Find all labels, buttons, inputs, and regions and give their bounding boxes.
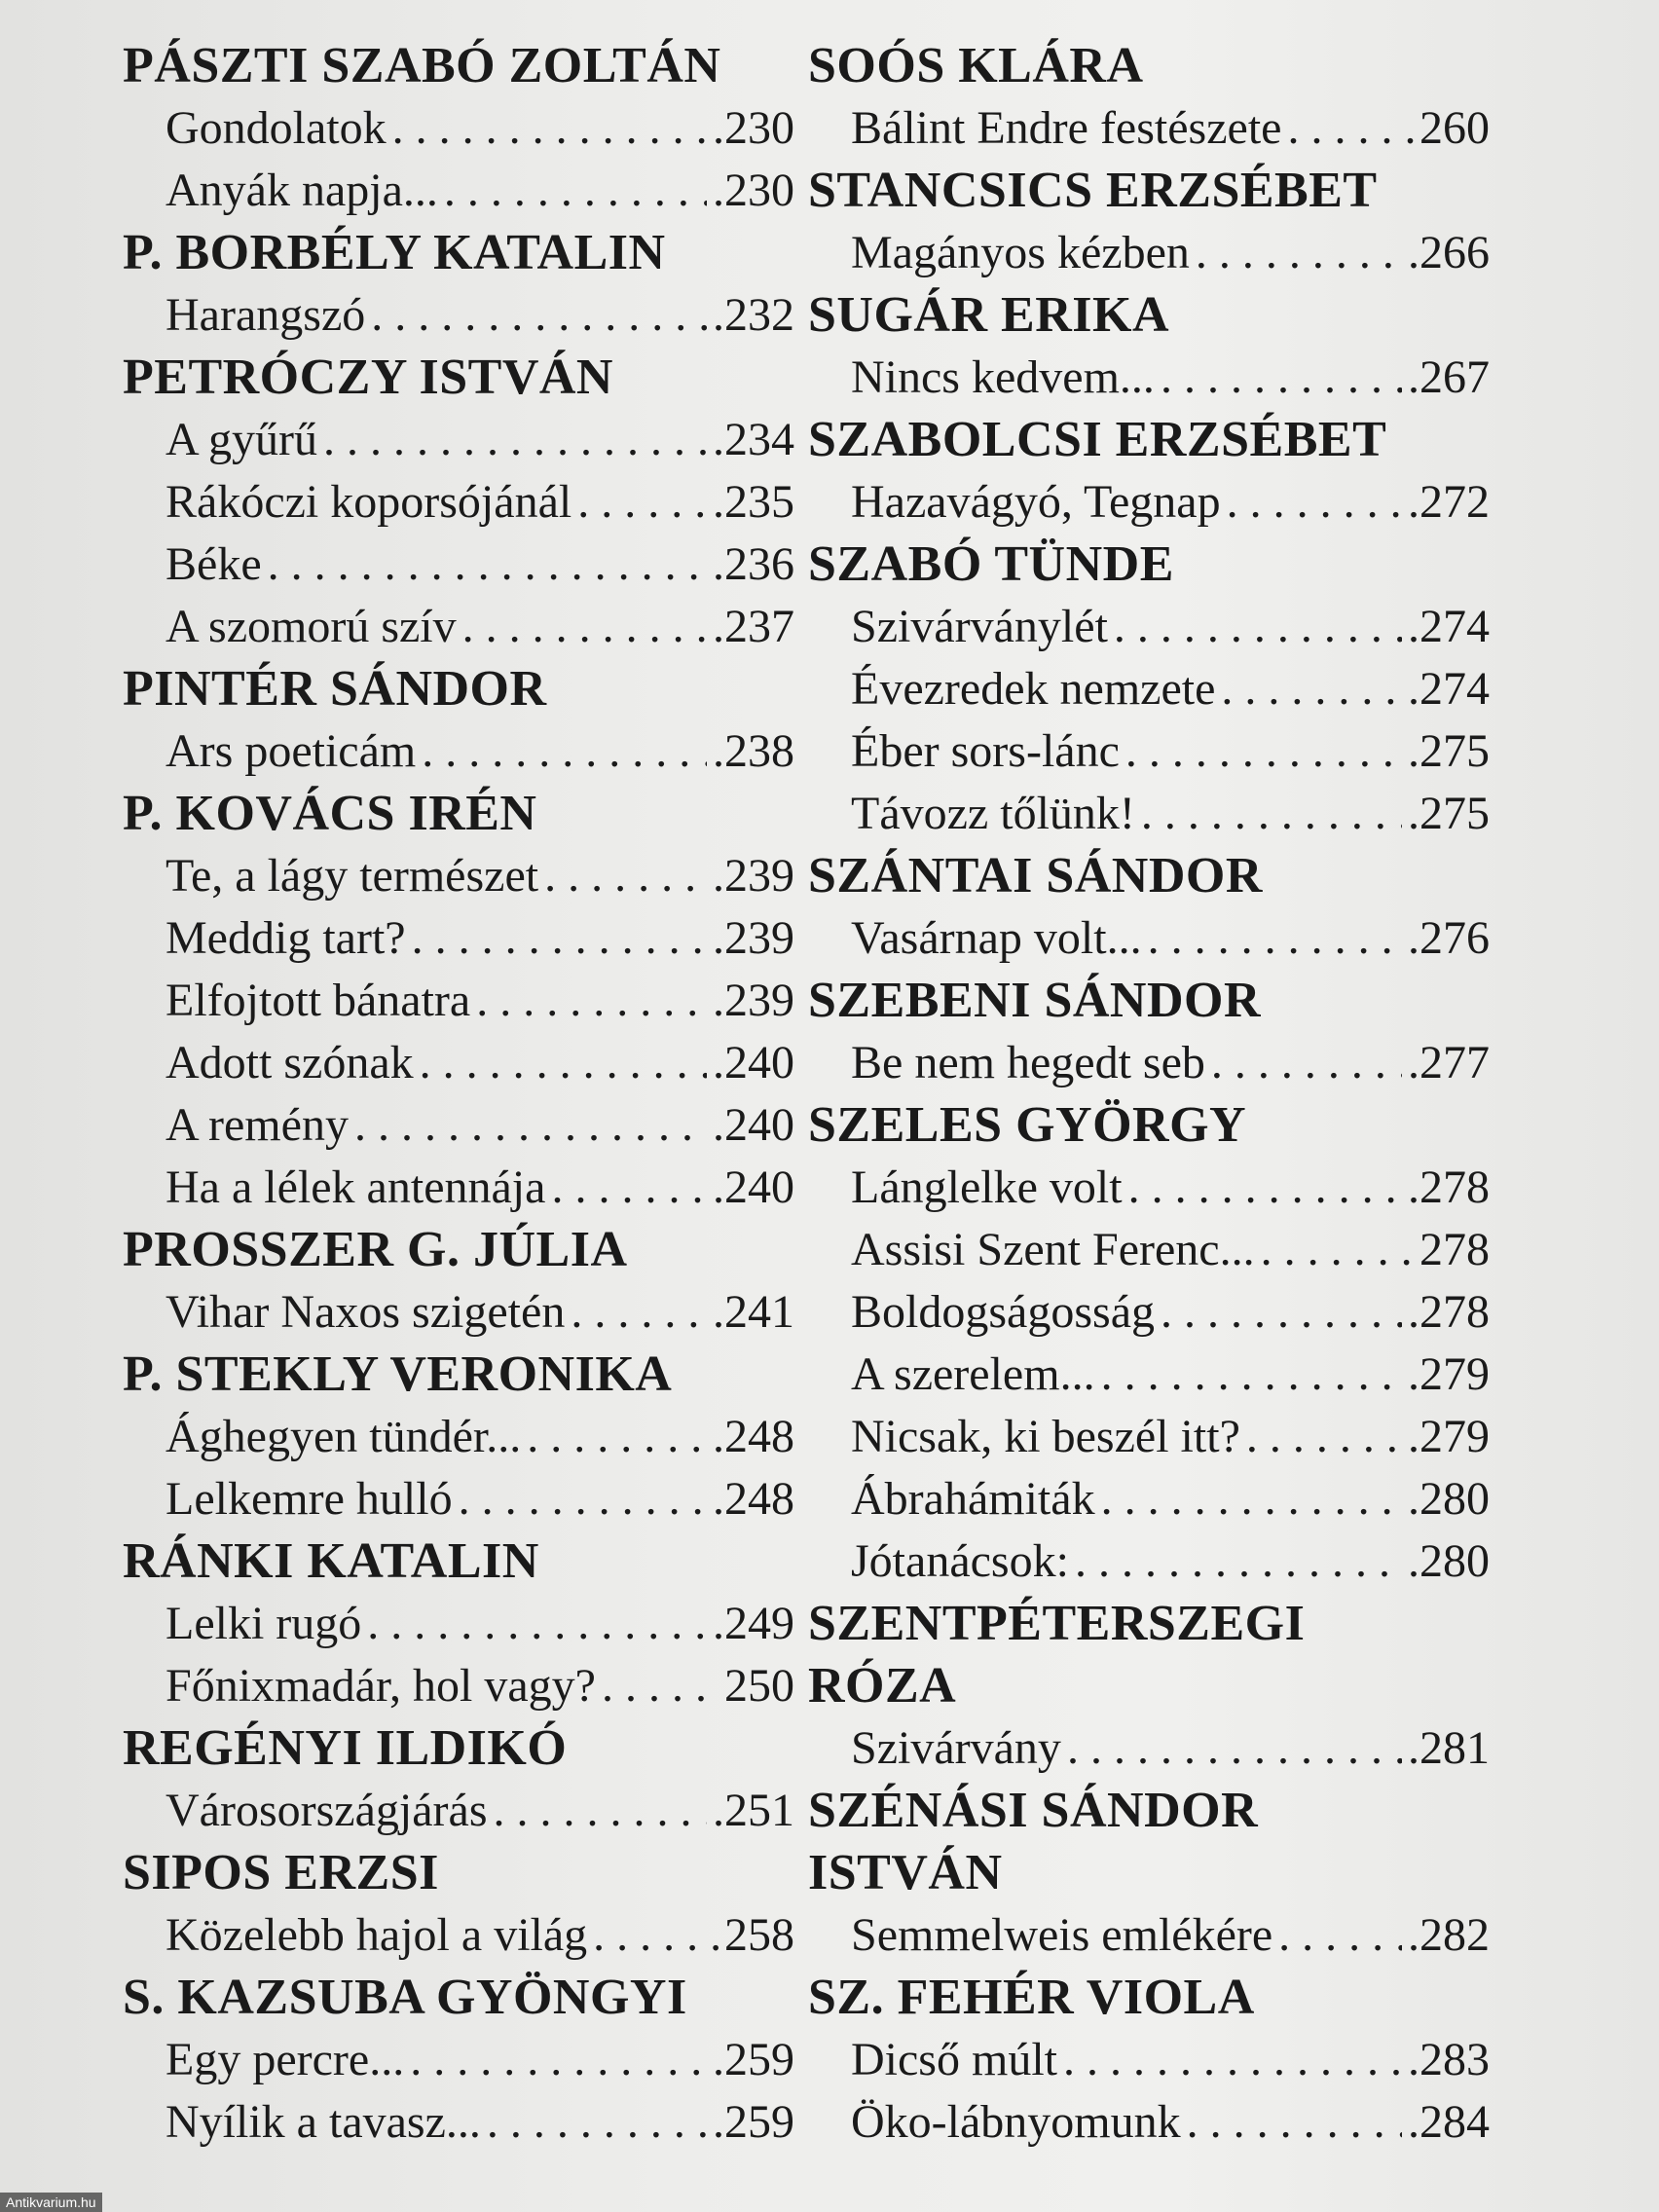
entry-title: Lánglelke volt xyxy=(851,1161,1123,1213)
entry-title: Szivárványlét xyxy=(851,601,1108,652)
entry-page-number: .279 xyxy=(1408,1411,1490,1462)
author-heading: PÁSZTI SZABÓ ZOLTÁN xyxy=(123,38,721,93)
toc-entry xyxy=(123,286,794,349)
entry-page-number: 250 xyxy=(724,1660,794,1712)
entry-title: Rákóczi koporsójánál xyxy=(166,476,572,528)
author-heading: SOÓS KLÁRA xyxy=(808,38,1144,93)
entry-page-number: .266 xyxy=(1408,227,1490,278)
toc-entry xyxy=(123,972,794,1034)
dot-leader xyxy=(527,1408,707,1466)
dot-leader xyxy=(1211,1034,1402,1092)
dot-leader xyxy=(462,598,707,656)
dot-leader xyxy=(422,722,707,781)
entry-title: Magányos kézben xyxy=(851,227,1190,278)
entry-page-number: .267 xyxy=(1408,351,1490,403)
toc-entry xyxy=(808,660,1490,722)
dot-leader xyxy=(1278,1906,1402,1965)
dot-leader xyxy=(1227,473,1402,532)
entry-title: Bálint Endre festészete xyxy=(851,102,1282,154)
entry-title: Te, a lágy természet xyxy=(166,850,539,902)
entry-page-number: .230 xyxy=(713,165,794,216)
author-heading: PROSSZER G. JÚLIA xyxy=(123,1222,628,1277)
entry-title: Ha a lélek antennája xyxy=(166,1161,546,1213)
author-heading: SZENTPÉTERSZEGI xyxy=(808,1596,1306,1651)
entry-page-number: .236 xyxy=(713,538,794,590)
toc-entry xyxy=(123,722,794,785)
toc-entry xyxy=(123,1408,794,1470)
dot-leader xyxy=(1101,1470,1402,1529)
entry-title: Lelkemre hulló xyxy=(166,1473,453,1525)
toc-entry xyxy=(808,1408,1490,1470)
entry-page-number: .277 xyxy=(1408,1037,1490,1088)
entry-page-number: 258 xyxy=(724,1909,794,1961)
author-heading: SZABOLCSI ERZSÉBET xyxy=(808,412,1387,467)
toc-entry xyxy=(808,1283,1490,1346)
toc-entry xyxy=(123,535,794,598)
author-heading: S. KAZSUBA GYÖNGYI xyxy=(123,1970,687,2025)
toc-entry xyxy=(123,847,794,909)
toc-right-column xyxy=(808,37,1490,2156)
dot-leader xyxy=(459,1470,707,1529)
entry-title: Távozz tőlünk! xyxy=(851,788,1135,839)
entry-title: Elfojtott bánatra xyxy=(166,975,471,1026)
dot-leader xyxy=(392,99,707,158)
dot-leader xyxy=(1261,1221,1414,1279)
toc-entry xyxy=(808,1719,1490,1782)
dot-leader xyxy=(371,286,707,345)
entry-title: A gyűrű xyxy=(166,414,317,465)
entry-title: Béke xyxy=(166,538,262,590)
toc-entry xyxy=(123,1283,794,1346)
author-heading-continued: ISTVÁN xyxy=(808,1845,1003,1900)
author-heading: PINTÉR SÁNDOR xyxy=(123,661,547,717)
dot-leader xyxy=(1246,1408,1402,1466)
toc-entry xyxy=(808,1034,1490,1096)
toc-entry xyxy=(808,785,1490,847)
entry-page-number: .276 xyxy=(1408,912,1490,964)
entry-page-number: .284 xyxy=(1408,2096,1490,2148)
entry-title: Anyák napja... xyxy=(166,165,438,216)
entry-page-number: 260 xyxy=(1419,102,1490,154)
entry-page-number: .274 xyxy=(1408,663,1490,715)
entry-title: Jótanácsok: xyxy=(851,1535,1069,1587)
entry-page-number: .272 xyxy=(1408,476,1490,528)
entry-page-number: .234 xyxy=(713,414,794,465)
toc-entry xyxy=(123,411,794,473)
entry-title: Egy percre... xyxy=(166,2034,405,2085)
author-heading: REGÉNYI ILDIKÓ xyxy=(123,1720,568,1776)
entry-title: Nincs kedvem... xyxy=(851,351,1155,403)
toc-entry xyxy=(123,2031,794,2093)
entry-title: Lelki rugó xyxy=(166,1598,362,1649)
entry-page-number: .241 xyxy=(713,1286,794,1338)
dot-leader xyxy=(268,535,707,594)
author-heading: P. BORBÉLY KATALIN xyxy=(123,225,666,280)
entry-page-number: .239 xyxy=(713,850,794,902)
entry-page-number: .240 xyxy=(713,1161,794,1213)
toc-entry xyxy=(123,99,794,162)
toc-entry xyxy=(808,2093,1490,2156)
author-heading: SZEBENI SÁNDOR xyxy=(808,973,1262,1028)
dot-leader xyxy=(544,847,707,905)
entry-page-number: .251 xyxy=(713,1785,794,1836)
toc-entry xyxy=(808,1906,1490,1969)
author-heading: RÁNKI KATALIN xyxy=(123,1533,539,1589)
entry-title: Be nem hegedt seb xyxy=(851,1037,1205,1088)
dot-leader xyxy=(1187,2093,1402,2152)
dot-leader xyxy=(1063,2031,1402,2089)
toc-entry xyxy=(808,1532,1490,1595)
entry-page-number: .275 xyxy=(1408,788,1490,839)
author-heading: SZELES GYÖRGY xyxy=(808,1097,1247,1153)
dot-leader xyxy=(1128,1159,1402,1217)
entry-title: Adott szónak xyxy=(166,1037,414,1088)
toc-entry xyxy=(808,2031,1490,2093)
toc-entry xyxy=(123,162,794,224)
entry-title: Hazavágyó, Tegnap xyxy=(851,476,1221,528)
dot-leader xyxy=(593,1906,719,1965)
entry-title: Szivárvány xyxy=(851,1722,1061,1774)
dot-leader xyxy=(476,972,707,1030)
entry-page-number: .278 xyxy=(1408,1161,1490,1213)
entry-title: Ághegyen tündér... xyxy=(166,1411,522,1462)
toc-entry xyxy=(123,1906,794,1969)
toc-entry xyxy=(123,1159,794,1221)
author-heading: SZ. FEHÉR VIOLA xyxy=(808,1970,1255,2025)
toc-entry xyxy=(808,598,1490,660)
entry-page-number: .278 xyxy=(1408,1286,1490,1338)
toc-entry xyxy=(808,224,1490,286)
toc-entry xyxy=(808,349,1490,411)
entry-page-number: .238 xyxy=(713,725,794,777)
entry-page-number: .259 xyxy=(713,2096,794,2148)
toc-entry xyxy=(123,1470,794,1532)
dot-leader xyxy=(410,2031,707,2089)
toc-entry xyxy=(808,1221,1490,1283)
entry-page-number: .259 xyxy=(713,2034,794,2085)
dot-leader xyxy=(1287,99,1414,158)
entry-title: Gondolatok xyxy=(166,102,387,154)
entry-page-number: .279 xyxy=(1408,1348,1490,1400)
author-heading: SUGÁR ERIKA xyxy=(808,287,1169,343)
entry-page-number: .248 xyxy=(713,1473,794,1525)
entry-title: A remény xyxy=(166,1099,349,1151)
author-heading: SZABÓ TÜNDE xyxy=(808,536,1174,592)
entry-title: Vasárnap volt... xyxy=(851,912,1142,964)
entry-page-number: .280 xyxy=(1408,1473,1490,1525)
entry-title: Harangszó xyxy=(166,289,366,341)
entry-page-number: .237 xyxy=(713,601,794,652)
toc-entry xyxy=(808,1346,1490,1408)
dot-leader xyxy=(577,473,707,532)
toc-entry xyxy=(123,1657,794,1719)
entry-page-number: .240 xyxy=(713,1037,794,1088)
author-heading: P. KOVÁCS IRÉN xyxy=(123,786,537,841)
dot-leader xyxy=(1114,598,1402,656)
entry-page-number: .275 xyxy=(1408,725,1490,777)
dot-leader xyxy=(551,1159,707,1217)
toc-entry xyxy=(808,722,1490,785)
entry-title: Boldogságosság xyxy=(851,1286,1155,1338)
dot-leader xyxy=(1075,1532,1402,1591)
author-heading: P. STEKLY VERONIKA xyxy=(123,1346,673,1402)
author-heading-continued: RÓZA xyxy=(808,1658,957,1714)
dot-leader xyxy=(1161,1283,1402,1342)
entry-title: A szerelem... xyxy=(851,1348,1095,1400)
toc-entry xyxy=(808,1159,1490,1221)
dot-leader xyxy=(412,909,707,968)
entry-title: Nyílik a tavasz... xyxy=(166,2096,481,2148)
entry-page-number: .239 xyxy=(713,975,794,1026)
author-heading: SIPOS ERZSI xyxy=(123,1845,439,1900)
dot-leader xyxy=(444,162,707,220)
dot-leader xyxy=(420,1034,707,1092)
dot-leader xyxy=(354,1096,707,1155)
entry-title: Ars poeticám xyxy=(166,725,417,777)
dot-leader xyxy=(1221,660,1402,719)
dot-leader xyxy=(602,1657,719,1715)
toc-entry xyxy=(123,909,794,972)
toc-entry xyxy=(123,1595,794,1657)
toc-entry xyxy=(123,1782,794,1844)
author-heading: STANCSICS ERZSÉBET xyxy=(808,163,1378,218)
dot-leader xyxy=(1125,722,1402,781)
entry-title: Éber sors-lánc xyxy=(851,725,1120,777)
author-heading: PETRÓCZY ISTVÁN xyxy=(123,350,613,405)
entry-page-number: .274 xyxy=(1408,601,1490,652)
dot-leader xyxy=(1196,224,1402,282)
entry-page-number: .248 xyxy=(713,1411,794,1462)
entry-title: A szomorú szív xyxy=(166,601,457,652)
entry-title: Öko-lábnyomunk xyxy=(851,2096,1181,2148)
author-heading: SZÁNTAI SÁNDOR xyxy=(808,848,1263,903)
entry-page-number: .240 xyxy=(713,1099,794,1151)
entry-page-number: .239 xyxy=(713,912,794,964)
dot-leader xyxy=(494,1782,707,1840)
dot-leader xyxy=(571,1283,707,1342)
entry-title: Városországjárás xyxy=(166,1785,488,1836)
toc-entry xyxy=(808,473,1490,535)
author-heading: SZÉNÁSI SÁNDOR xyxy=(808,1783,1259,1838)
entry-title: Meddig tart? xyxy=(166,912,406,964)
dot-leader xyxy=(323,411,707,469)
dot-leader xyxy=(487,2093,707,2152)
entry-page-number: .282 xyxy=(1408,1909,1490,1961)
entry-page-number: .230 xyxy=(713,102,794,154)
dot-leader xyxy=(1101,1346,1402,1404)
entry-page-number: .280 xyxy=(1408,1535,1490,1587)
watermark: Antikvarium.hu xyxy=(0,2193,102,2212)
dot-leader xyxy=(1141,785,1402,843)
entry-page-number: .232 xyxy=(713,289,794,341)
toc-entry xyxy=(123,598,794,660)
dot-leader xyxy=(367,1595,707,1653)
entry-title: Főnixmadár, hol vagy? xyxy=(166,1660,596,1712)
entry-title: Semmelweis emlékére xyxy=(851,1909,1273,1961)
toc-entry xyxy=(808,99,1490,162)
entry-title: Assisi Szent Ferenc... xyxy=(851,1224,1255,1275)
dot-leader xyxy=(1067,1719,1402,1778)
dot-leader xyxy=(1148,909,1402,968)
toc-entry xyxy=(808,909,1490,972)
entry-page-number: .281 xyxy=(1408,1722,1490,1774)
entry-title: Közelebb hajol a világ xyxy=(166,1909,588,1961)
entry-page-number: .283 xyxy=(1408,2034,1490,2085)
toc-entry xyxy=(123,1034,794,1096)
entry-page-number: 278 xyxy=(1419,1224,1490,1275)
entry-page-number: .249 xyxy=(713,1598,794,1649)
entry-title: Vihar Naxos szigetén xyxy=(166,1286,566,1338)
toc-entry xyxy=(123,1096,794,1159)
toc-entry xyxy=(808,1470,1490,1532)
entry-title: Ábrahámiták xyxy=(851,1473,1095,1525)
entry-page-number: .235 xyxy=(713,476,794,528)
toc-entry xyxy=(123,2093,794,2156)
dot-leader xyxy=(1161,349,1402,407)
toc-entry xyxy=(123,473,794,535)
entry-title: Évezredek nemzete xyxy=(851,663,1216,715)
toc-left-column xyxy=(123,37,794,2156)
entry-title: Dicső múlt xyxy=(851,2034,1057,2085)
entry-title: Nicsak, ki beszél itt? xyxy=(851,1411,1240,1462)
